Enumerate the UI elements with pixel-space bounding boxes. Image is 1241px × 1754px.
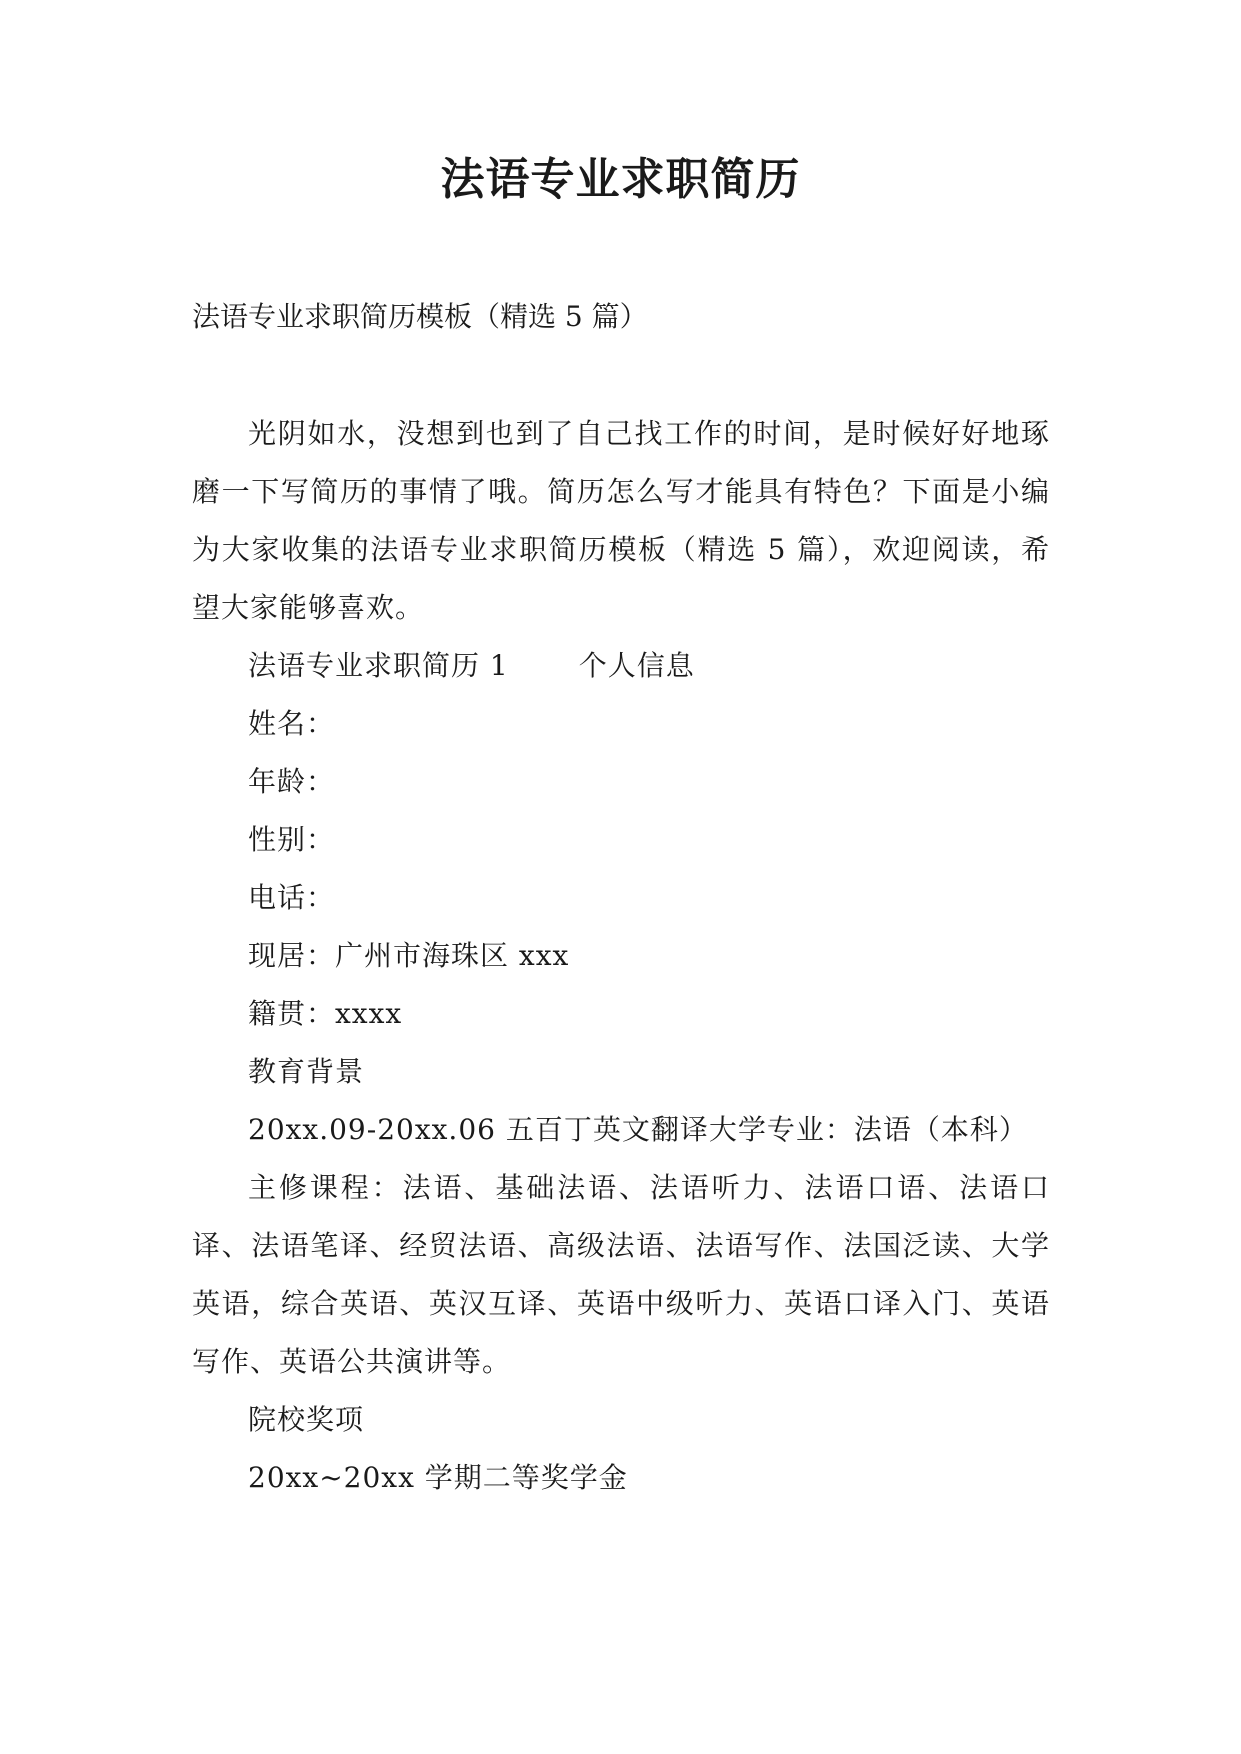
phone-field: 电话： bbox=[248, 881, 336, 914]
gender-field: 性别： bbox=[248, 823, 336, 856]
hometown-field: 籍贯：xxxx bbox=[248, 997, 403, 1030]
document-subtitle: 法语专业求职简历模板（精选 5 篇） bbox=[192, 300, 648, 333]
resume-heading-line bbox=[192, 637, 1050, 695]
section-awards: 院校奖项 bbox=[248, 1403, 365, 1436]
section-personal-info: 个人信息 bbox=[578, 649, 695, 682]
document-body bbox=[192, 405, 1050, 1507]
name-field: 姓名： bbox=[248, 707, 336, 740]
document-title: 法语专业求职简历 bbox=[440, 154, 801, 205]
intro-paragraph: 光阴如水，没想到也到了自己找工作的时间，是时候好好地琢磨一下写简历的事情了哦。简历怎么写才能具有特色？下面是小编为大家收集的法语专业求职简历模板（精选 5 篇），欢迎阅读，希望大家能够喜欢。 bbox=[192, 417, 1050, 624]
award-entry: 20xx~20xx 学期二等奖学金 bbox=[248, 1461, 628, 1494]
education-entry: 20xx.09-20xx.06 五百丁英文翻译大学专业：法语（本科） bbox=[248, 1113, 1028, 1146]
age-field: 年龄： bbox=[248, 765, 336, 798]
section-education: 教育背景 bbox=[248, 1055, 365, 1088]
resume-heading: 法语专业求职简历 1 bbox=[248, 649, 509, 682]
residence-field: 现居：广州市海珠区 xxx bbox=[248, 939, 570, 972]
courses-paragraph: 主修课程：法语、基础法语、法语听力、法语口语、法语口译、法语笔译、经贸法语、高级法语、法语写作、法国泛读、大学英语，综合英语、英汉互译、英语中级听力、英语口译入门、英语写作、英语公共演讲等。 bbox=[192, 1171, 1050, 1378]
